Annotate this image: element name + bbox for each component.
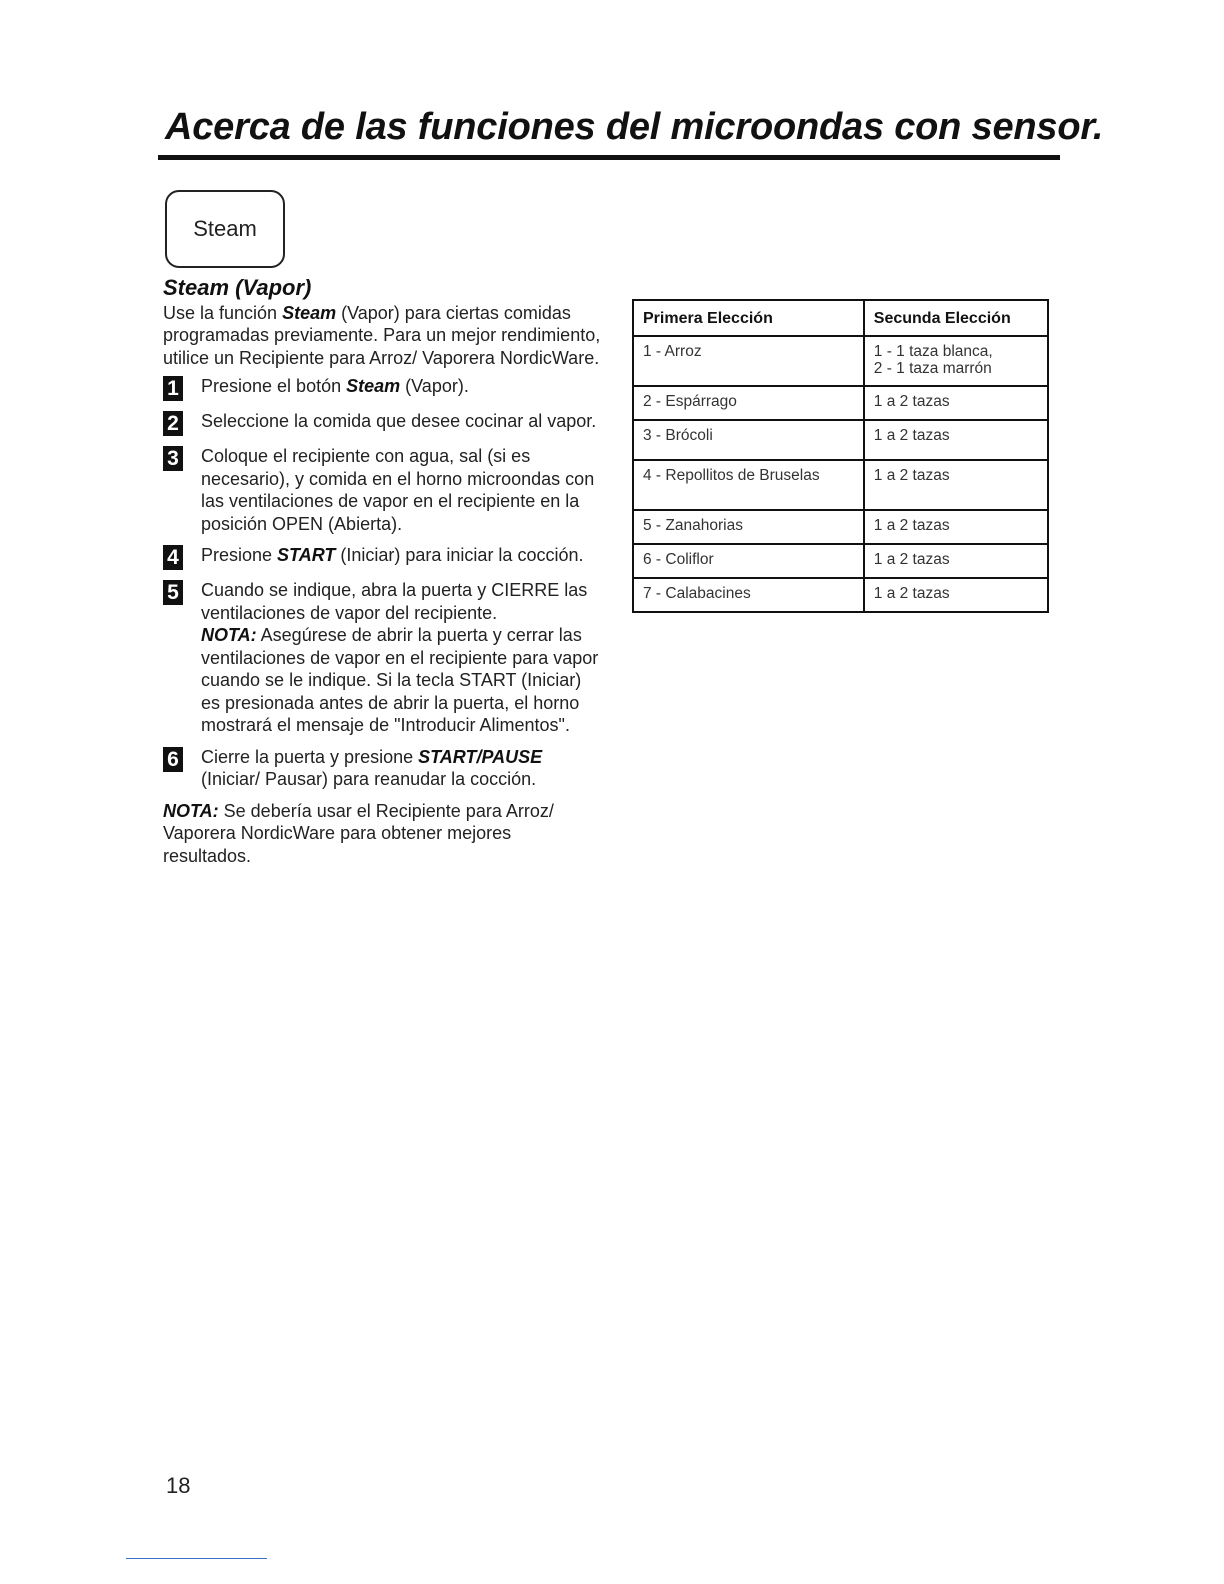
table-cell: 2 - Espárrago (633, 386, 864, 420)
step-number-badge: 1 (163, 376, 183, 401)
footer-rule (126, 1558, 267, 1559)
step-text-bold: START/PAUSE (418, 746, 543, 767)
step-text (201, 544, 603, 567)
table-cell: 7 - Calabacines (633, 578, 864, 612)
table-cell: 1 a 2 tazas (864, 510, 1048, 544)
step-text-bold: START (277, 545, 336, 565)
step-note (201, 624, 603, 737)
table-row (633, 510, 1048, 544)
intro-text-bold: Steam (282, 302, 337, 323)
step-text-pre: Cuando se indique, abra la puerta y CIERRE las ventilaciones de vapor del recipiente. (201, 580, 588, 623)
step-2 (163, 410, 603, 436)
table-cell: 1 - Arroz (633, 336, 864, 386)
page-number: 18 (166, 1473, 191, 1498)
table-row (633, 386, 1048, 420)
steam-instructions (163, 277, 603, 867)
step-number-badge: 3 (163, 446, 183, 471)
steam-key-graphic (165, 190, 285, 268)
step-number-badge: 5 (163, 580, 183, 605)
table-cell: 6 - Coliflor (633, 544, 864, 578)
step-1 (163, 375, 603, 401)
column-header: Primera Elección (633, 300, 864, 336)
step-text (201, 375, 603, 398)
step-text-pre: Presione (201, 545, 278, 565)
steps-list (163, 375, 603, 791)
food-choices-table (632, 299, 1049, 613)
step-text (201, 579, 603, 737)
section-heading: Steam (Vapor) (163, 275, 312, 300)
table-cell: 4 - Repollitos de Bruselas (633, 460, 864, 510)
step-number-badge: 4 (163, 545, 183, 570)
table-cell: 1 a 2 tazas (864, 544, 1048, 578)
step-number-badge: 2 (163, 411, 183, 436)
table-cell: 1 a 2 tazas (864, 578, 1048, 612)
step-text-post: (Vapor). (400, 376, 469, 396)
step-3 (163, 445, 603, 535)
step-6 (163, 746, 603, 791)
step-text-pre: Coloque el recipiente con agua, sal (si es necesario), y comida en el horno microondas con las ventilaciones de vapor en el recipiente en la posición OPEN (Abierta). (201, 446, 595, 534)
step-4 (163, 544, 603, 570)
step-text-pre: Presione el botón (201, 376, 347, 396)
title-underline (158, 155, 1060, 160)
table-cell: 3 - Brócoli (633, 420, 864, 460)
step-text (201, 746, 603, 791)
step-text-pre: Cierre la puerta y presione (201, 746, 419, 767)
note-text: Asegúrese de abrir la puerta y cerrar las ventilaciones de vapor en el recipiente para vapor cuando se le indique. Si la tecla START (Iniciar) es presionada antes de abrir la puerta, el horno mostrará el mensaje de "Introducir Alimentos". (201, 625, 599, 735)
table-cell: 1 a 2 tazas (864, 460, 1048, 510)
table-cell: 1 - 1 taza blanca, 2 - 1 taza marrón (864, 336, 1048, 386)
table-row (633, 336, 1048, 386)
table-cell: 5 - Zanahorias (633, 510, 864, 544)
step-number-badge: 6 (163, 747, 183, 772)
table-cell: 1 a 2 tazas (864, 386, 1048, 420)
note-text: Se debería usar el Recipiente para Arroz/ Vaporera NordicWare para obtener mejores resultados. (163, 800, 554, 866)
table-row (633, 460, 1048, 510)
note-label: NOTA: (163, 800, 219, 821)
intro-text-post: (Vapor) para ciertas comidas programadas previamente. Para un mejor rendimiento, utilice un Recipiente para Arroz/ Vaporera NordicWare. (163, 302, 601, 368)
step-text (201, 445, 603, 535)
intro-paragraph (163, 302, 603, 370)
table-row (633, 544, 1048, 578)
step-text-bold: Steam (346, 376, 401, 396)
step-text-pre: Seleccione la comida que desee cocinar al vapor. (201, 411, 597, 431)
table-header-row (633, 300, 1048, 336)
intro-text-pre: Use la función (163, 302, 283, 323)
column-header: Secunda Elección (864, 300, 1048, 336)
page-title: Acerca de las funciones del microondas con sensor. (165, 106, 1104, 148)
table-row (633, 578, 1048, 612)
table-cell: 1 a 2 tazas (864, 420, 1048, 460)
note-label: NOTA: (201, 625, 257, 645)
table-row (633, 420, 1048, 460)
step-5 (163, 579, 603, 737)
steam-key-label: Steam (193, 216, 257, 241)
step-text-post: (Iniciar/ Pausar) para reanudar la cocción. (201, 769, 537, 789)
step-text (201, 410, 603, 433)
step-text-post: (Iniciar) para iniciar la cocción. (335, 545, 584, 565)
final-note (163, 800, 603, 868)
